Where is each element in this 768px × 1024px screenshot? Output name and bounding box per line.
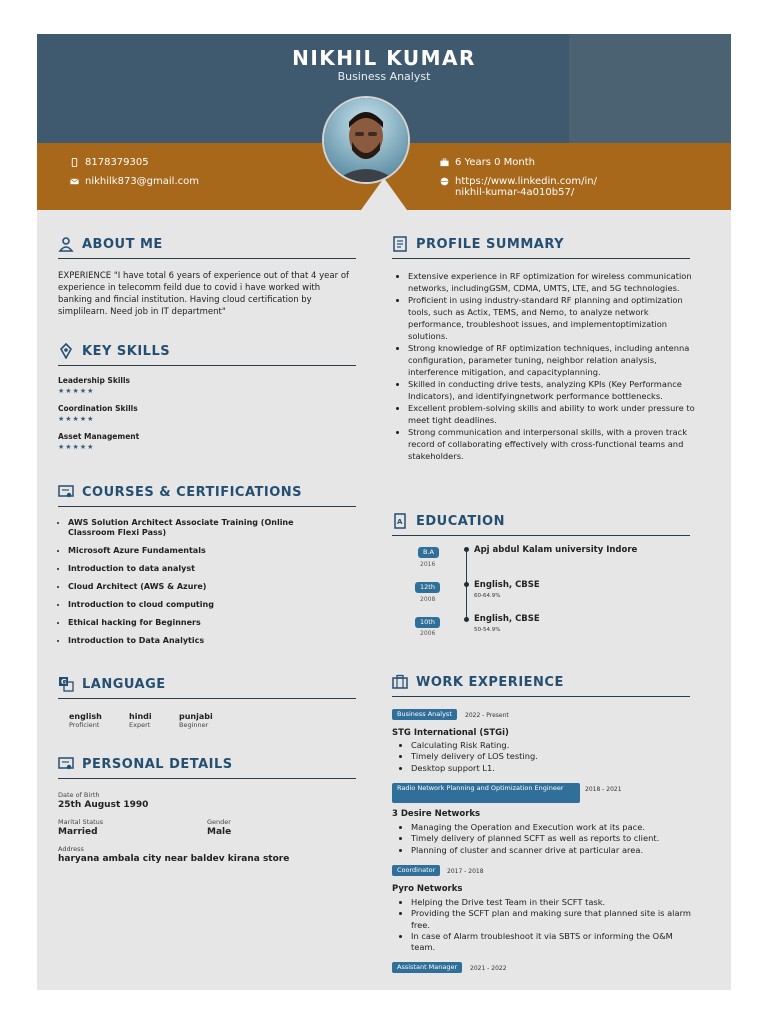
job-duty: • Helping the Drive test Team in their SCFT task.: [411, 897, 696, 908]
job-duty: • Timely delivery of LOS testing.: [411, 751, 696, 762]
course-item: • Introduction to data analyst: [68, 564, 328, 574]
key-skills-heading: KEY SKILLS: [58, 343, 170, 359]
education-year: 2016: [420, 561, 436, 568]
job-dates: 2018 - 2021: [585, 786, 622, 793]
job-duty: • In case of Alarm troubleshoot it via SBTS or informing the O&M team.: [411, 931, 696, 954]
certificate-icon: [58, 484, 74, 500]
education-institution: Apj abdul Kalam university Indore: [474, 545, 638, 555]
job-company: Pyro Networks: [392, 884, 463, 894]
skill-rating: ★★★★★: [58, 387, 95, 395]
phone-number: 8178379305: [85, 157, 149, 168]
briefcase-icon: [440, 158, 449, 167]
personal-details-heading: PERSONAL DETAILS: [58, 756, 233, 772]
education-grade: 50-54.9%: [474, 627, 501, 633]
phone-contact: [70, 157, 149, 168]
timeline-dot: [464, 617, 469, 622]
education-badge: 10th: [415, 617, 440, 628]
timeline-dot: [464, 582, 469, 587]
job-title-badge: Coordinator: [392, 865, 440, 876]
job-duty: • Desktop support L1.: [411, 763, 696, 774]
job-title-badge: Business Analyst: [392, 709, 457, 720]
about-me-text: EXPERIENCE "I have total 6 years of experience out of that 4 year of experience in telecomm feild due to covid i have worked with banking and fincial institution. Having cloud certification by simplilearn. Need job in IT department": [58, 271, 350, 317]
education-institution: English, CBSE: [474, 580, 540, 590]
job-duty: • Planning of cluster and scanner drive at particular area.: [411, 845, 696, 856]
language-item: punjabi Beginner: [179, 712, 213, 729]
job-company: STG International (STGi): [392, 728, 509, 738]
job-duty: • Calculating Risk Rating.: [411, 740, 696, 751]
language-item: hindi Expert: [129, 712, 152, 729]
education-year: 2008: [420, 596, 436, 603]
svg-text:A: A: [397, 518, 403, 526]
gender-label: Gender: [207, 818, 231, 826]
id-card-icon: [58, 756, 74, 772]
course-item: • AWS Solution Architect Associate Training (Online Classroom Flexi Pass): [68, 518, 328, 538]
profile-photo: [322, 96, 410, 184]
skill-name: Asset Management: [58, 432, 140, 441]
candidate-role: Business Analyst: [337, 70, 431, 83]
phone-icon: [70, 158, 79, 167]
job-duties: [393, 740, 696, 774]
experience-summary: [440, 157, 535, 168]
job-dates: 2022 - Present: [465, 712, 509, 719]
address-label: Address: [58, 845, 84, 853]
marital-value: Married: [58, 827, 98, 837]
gender-value: Male: [207, 827, 232, 837]
email-address: nikhilk873@gmail.com: [85, 176, 199, 187]
job-title-badge: Assistant Manager: [392, 962, 462, 973]
job-duty: • Timely delivery of planned SCFT as well as reports to client.: [411, 833, 696, 844]
course-item: • Introduction to Data Analytics: [68, 636, 328, 646]
dob-value: 25th August 1990: [58, 800, 149, 810]
skill-name: Coordination Skills: [58, 404, 138, 413]
work-experience-heading: WORK EXPERIENCE: [392, 674, 564, 690]
language-item: english Proficient: [69, 712, 102, 729]
summary-item: • Extensive experience in RF optimization for wireless communication networks, includingGSM, CDMA, UMTS, LTE, and 5G technologies.: [408, 270, 698, 294]
email-contact: [70, 176, 199, 187]
about-me-heading: ABOUT ME: [58, 236, 163, 252]
skill-rating: ★★★★★: [58, 415, 95, 423]
profile-summary-heading: PROFILE SUMMARY: [392, 236, 564, 252]
profile-summary-list: [398, 270, 698, 462]
course-item: • Ethical hacking for Beginners: [68, 618, 328, 628]
language-heading: G LANGUAGE: [58, 676, 166, 692]
svg-text:G: G: [61, 678, 68, 686]
candidate-name: NIKHIL KUMAR: [292, 46, 476, 70]
courses-list: [58, 518, 328, 654]
summary-item: • Excellent problem-solving skills and ability to work under pressure to meet tight deadlines.: [408, 402, 698, 426]
job-dates: 2021 - 2022: [470, 965, 507, 972]
courses-heading: COURSES & CERTIFICATIONS: [58, 484, 302, 500]
job-duties: [393, 822, 696, 856]
address-value: haryana ambala city near baldev kirana store: [58, 854, 290, 864]
education-badge: 12th: [415, 582, 440, 593]
job-dates: 2017 - 2018: [447, 868, 484, 875]
course-item: • Cloud Architect (AWS & Azure): [68, 582, 328, 592]
timeline-dot: [464, 547, 469, 552]
job-company: 3 Desire Networks: [392, 809, 481, 819]
summary-item: • Skilled in conducting drive tests, analyzing KPIs (Key Performance Indicators), and identifyingnetwork performance bottlenecks.: [408, 378, 698, 402]
education-year: 2006: [420, 630, 436, 637]
translate-icon: [58, 676, 74, 692]
linkedin-url[interactable]: https://www.linkedin.com/in/ nikhil-kumar-4a010b57/: [455, 176, 597, 198]
linkedin-contact: [440, 176, 597, 198]
job-duty: • Managing the Operation and Execution work at its pace.: [411, 822, 696, 833]
marital-label: Marital Status: [58, 818, 104, 826]
user-icon: [58, 236, 74, 252]
education-institution: English, CBSE: [474, 614, 540, 624]
education-heading: A EDUCATION: [392, 513, 505, 529]
location-pin-icon: [58, 343, 74, 359]
course-item: • Introduction to cloud computing: [68, 600, 328, 610]
education-grade: 60-64.9%: [474, 593, 501, 599]
skill-rating: ★★★★★: [58, 443, 95, 451]
summary-item: • Proficient in using industry-standard RF planning and optimization tools, such as Actix, TEMS, and Nemo, to analyze network performance, troubleshoot issues, and implementoptimization solutions.: [408, 294, 698, 342]
briefcase-icon: [392, 674, 408, 690]
graduation-icon: [392, 513, 408, 529]
experience-duration: 6 Years 0 Month: [455, 157, 535, 168]
resume-page: [37, 34, 731, 990]
globe-icon: [440, 177, 449, 186]
dob-label: Date of Birth: [58, 791, 100, 799]
summary-item: • Strong communication and interpersonal skills, with a proven track record of collaborating effectively with cross-functional teams and stakeholders.: [408, 426, 698, 462]
skill-name: Leadership Skills: [58, 376, 131, 385]
document-icon: [392, 236, 408, 252]
job-title-badge: Radio Network Planning and Optimization Engineer: [392, 783, 580, 803]
mail-icon: [70, 177, 79, 186]
education-badge: B.A: [418, 547, 439, 558]
job-duties: [393, 897, 696, 953]
summary-item: • Strong knowledge of RF optimization techniques, including antenna configuration, parameter tuning, neighbor relation analysis, interference mitigation, and capacityplanning.: [408, 342, 698, 378]
course-item: • Microsoft Azure Fundamentals: [68, 546, 328, 556]
job-duty: • Providing the SCFT plan and making sure that planned site is alarm free.: [411, 908, 696, 931]
